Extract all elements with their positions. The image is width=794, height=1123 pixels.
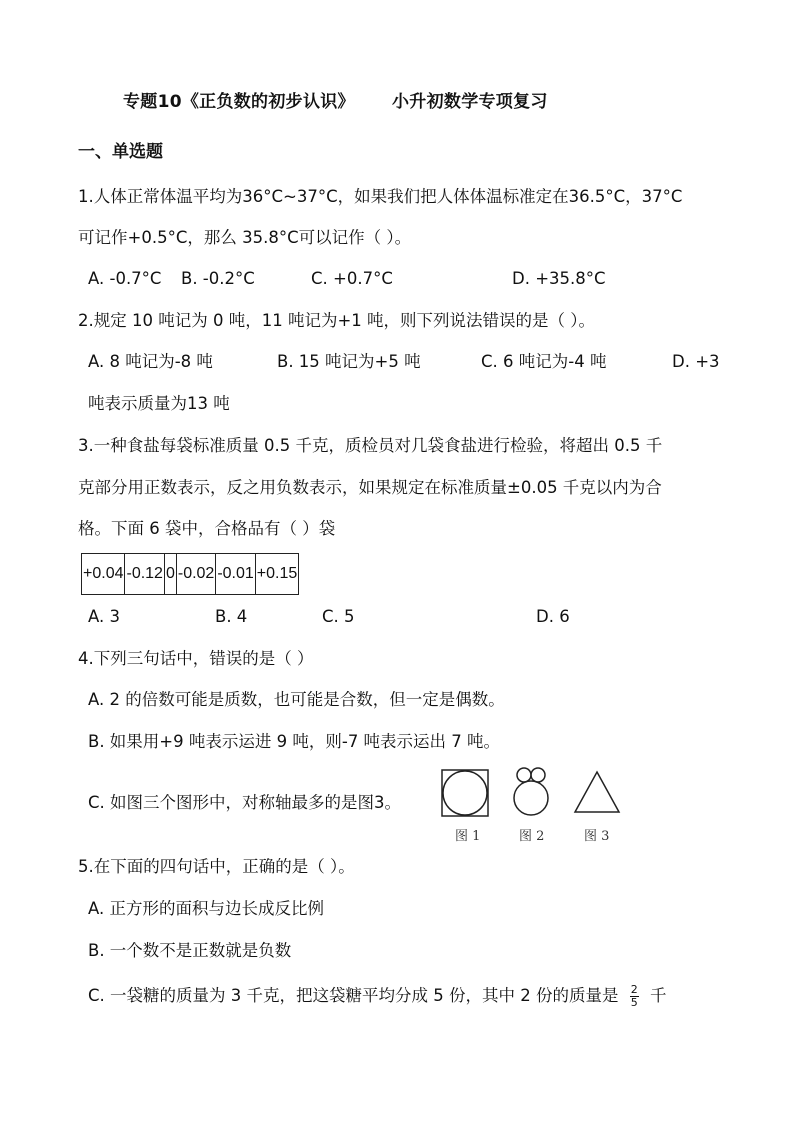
fraction-numerator: 2 bbox=[630, 983, 638, 996]
question-4-option-a: A. 2 的倍数可能是质数，也可能是合数，但一定是偶数。 bbox=[88, 690, 505, 709]
fraction-denominator: 5 bbox=[630, 996, 638, 1009]
figure-2-caption: 图 2 bbox=[519, 829, 545, 844]
question-3-option-b: B. 4 bbox=[215, 607, 248, 626]
question-4-text: 4.下列三句话中，错误的是（ ） bbox=[78, 649, 314, 668]
table-cell: -0.12 bbox=[125, 554, 164, 595]
question-3-text-line2: 克部分用正数表示，反之用负数表示，如果规定在标准质量±0.05 千克以内为合 bbox=[78, 478, 662, 497]
question-5-option-a: A. 正方形的面积与边长成反比例 bbox=[88, 899, 324, 918]
table-cell: 0 bbox=[164, 554, 176, 595]
question-2-option-b: B. 15 吨记为+5 吨 bbox=[277, 352, 421, 371]
symmetry-figures bbox=[436, 762, 636, 824]
table-cell: -0.01 bbox=[216, 554, 255, 595]
table-row bbox=[82, 554, 299, 595]
question-5-option-c bbox=[88, 984, 666, 1009]
document-subtitle: 小升初数学专项复习 bbox=[392, 92, 548, 112]
question-3-option-c: C. 5 bbox=[322, 607, 355, 626]
figure-1-circle-in-square bbox=[442, 770, 488, 816]
question-3-text-line3: 格。下面 6 袋中，合格品有（ ）袋 bbox=[78, 519, 336, 538]
section-heading: 一、单选题 bbox=[78, 142, 163, 162]
question-5-text: 5.在下面的四句话中，正确的是（ ）。 bbox=[78, 857, 355, 876]
question-3-option-d: D. 6 bbox=[536, 607, 570, 626]
question-1-text-line1: 1.人体正常体温平均为36°C~37°C，如果我们把人体体温标准定在36.5°C，37°C bbox=[78, 187, 683, 206]
question-1-option-d: D. +35.8°C bbox=[512, 269, 606, 288]
question-5-option-c-text: C. 一袋糖的质量为 3 千克，把这袋糖平均分成 5 份，其中 2 份的质量是 bbox=[88, 986, 619, 1005]
question-5-option-b: B. 一个数不是正数就是负数 bbox=[88, 941, 292, 960]
question-1-option-b: B. -0.2°C bbox=[181, 269, 255, 288]
question-4-option-b: B. 如果用+9 吨表示运进 9 吨，则-7 吨表示运出 7 吨。 bbox=[88, 732, 501, 751]
question-5-option-c-tail: 千 bbox=[649, 986, 667, 1005]
values-table bbox=[81, 553, 299, 595]
question-2-option-d: D. +3 bbox=[672, 352, 720, 371]
figure-2-three-circles bbox=[514, 768, 548, 815]
figure-3-triangle bbox=[575, 772, 619, 812]
figure-1-caption: 图 1 bbox=[455, 829, 481, 844]
question-2-option-c: C. 6 吨记为-4 吨 bbox=[481, 352, 607, 371]
question-4-option-c: C. 如图三个图形中，对称轴最多的是图3。 bbox=[88, 793, 402, 812]
document-title: 专题10《正负数的初步认识》 bbox=[123, 92, 355, 112]
question-3-text-line1: 3.一种食盐每袋标准质量 0.5 千克，质检员对几袋食盐进行检验，将超出 0.5 千 bbox=[78, 436, 663, 455]
question-2-option-d-continued: 吨表示质量为13 吨 bbox=[88, 394, 230, 413]
question-1-text-line2: 可记作+0.5°C，那么 35.8°C可以记作（ ）。 bbox=[78, 228, 412, 247]
question-2-option-a: A. 8 吨记为-8 吨 bbox=[88, 352, 213, 371]
question-2-text: 2.规定 10 吨记为 0 吨，11 吨记为+1 吨，则下列说法错误的是（ ）。 bbox=[78, 311, 596, 330]
table-cell: +0.04 bbox=[82, 554, 125, 595]
table-cell: +0.15 bbox=[255, 554, 298, 595]
fraction bbox=[630, 984, 639, 1009]
figure-3-caption: 图 3 bbox=[584, 829, 610, 844]
table-cell: -0.02 bbox=[176, 554, 215, 595]
question-1-option-c: C. +0.7°C bbox=[311, 269, 393, 288]
question-1-option-a: A. -0.7°C bbox=[88, 269, 162, 288]
question-3-option-a: A. 3 bbox=[88, 607, 120, 626]
